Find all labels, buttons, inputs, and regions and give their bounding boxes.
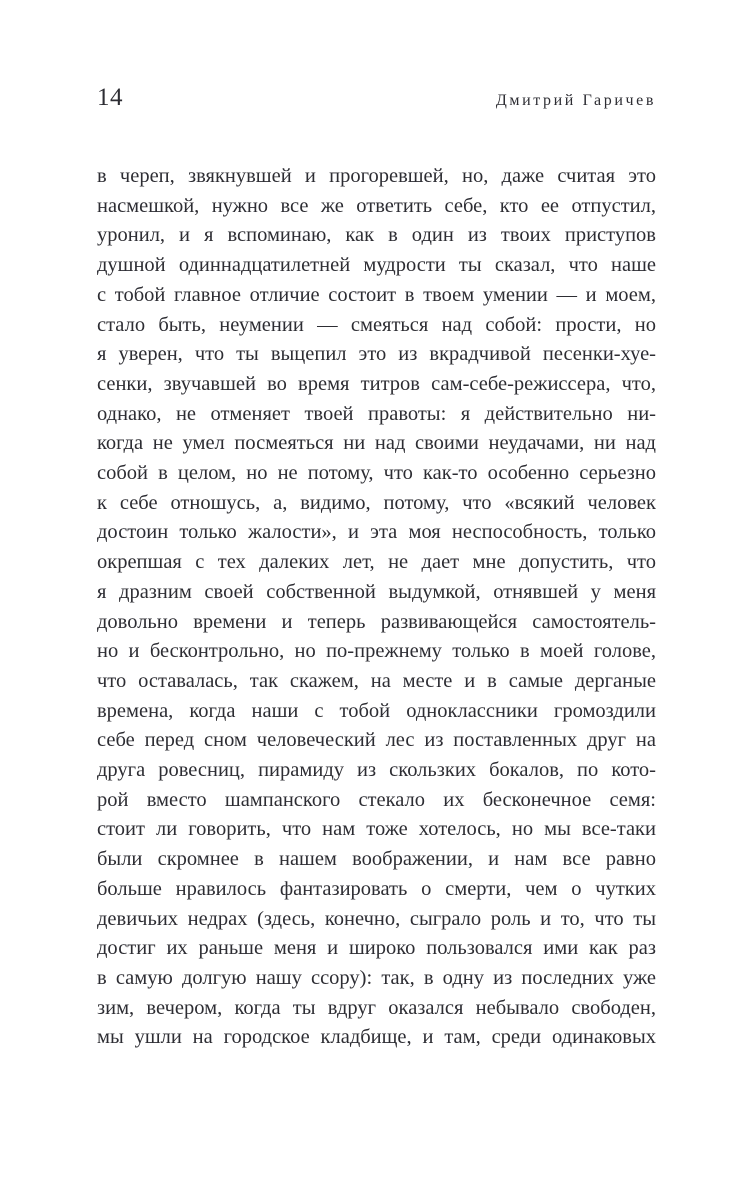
text-line: были скромнее в нашем воображении, и нам все равно xyxy=(97,848,656,871)
text-line: когда не умел посмеяться ни над своими неудачами, ни над xyxy=(97,432,656,455)
text-line: девичьих недрах (здесь, конечно, сыграло роль и то, что ты xyxy=(97,907,656,930)
text-line: я дразним своей собственной выдумкой, отнявшей у меня xyxy=(97,580,656,603)
text-line: сенки, звучавшей во время титров сам-себе-режиссера, что, xyxy=(97,372,656,395)
text-line: что оставалась, так скажем, на месте и в самые дерганые xyxy=(97,669,656,692)
text-line: друга ровесниц, пирамиду из скользких бокалов, по кото- xyxy=(97,759,656,782)
text-line: однако, не отменяет твоей правоты: я действительно ни- xyxy=(97,402,656,425)
text-line: в череп, звякнувшей и прогоревшей, но, даже считая это xyxy=(97,165,656,187)
text-line: больше нравилось фантазировать о смерти, чем о чутких xyxy=(97,877,656,900)
text-line: в самую долгую нашу ссору): так, в одну из последних уже xyxy=(97,966,656,989)
text-line: но и бесконтрольно, но по-прежнему только в моей голове, xyxy=(97,640,656,663)
text-line: к себе отношусь, а, видимо, потому, что «всякий человек xyxy=(97,491,656,514)
text-line: окрепшая с тех далеких лет, не дает мне допустить, что xyxy=(97,551,656,574)
text-line: стоит ли говорить, что нам тоже хотелось, но мы все-таки xyxy=(97,818,656,841)
page-header xyxy=(97,84,656,112)
text-line: достоин только жалости», и эта моя неспособность, только xyxy=(97,521,656,544)
text-line: себе перед сном человеческий лес из поставленных друг на xyxy=(97,729,656,752)
text-line: с тобой главное отличие состоит в твоем умении — и моем, xyxy=(97,283,656,306)
text-line: собой в целом, но не потому, что как-то особенно серьезно xyxy=(97,462,656,485)
text-line: довольно времени и теперь развивающейся самостоятель- xyxy=(97,610,656,633)
body-text xyxy=(97,162,656,1053)
text-line: мы ушли на городское кладбище, и там, среди одинаковых xyxy=(97,1026,656,1049)
text-line: рой вместо шампанского стекало их бесконечное семя: xyxy=(97,788,656,811)
text-line: насмешкой, нужно все же ответить себе, кто ее отпустил, xyxy=(97,194,656,217)
running-head-author: Дмитрий Гаричев xyxy=(495,92,656,109)
page-number: 14 xyxy=(97,84,123,111)
text-line: стало быть, неумении — смеяться над собой: прости, но xyxy=(97,313,656,336)
text-line: душной одиннадцатилетней мудрости ты сказал, что наше xyxy=(97,254,656,277)
text-line: зим, вечером, когда ты вдруг оказался небывало свободен, xyxy=(97,996,656,1019)
text-line: времена, когда наши с тобой одноклассники громоздили xyxy=(97,699,656,722)
text-line: достиг их раньше меня и широко пользовался ими как раз xyxy=(97,937,656,960)
text-line: я уверен, что ты выцепил это из вкрадчивой песенки-хуе- xyxy=(97,343,656,366)
text-line: уронил, и я вспоминаю, как в один из твоих приступов xyxy=(97,224,656,247)
